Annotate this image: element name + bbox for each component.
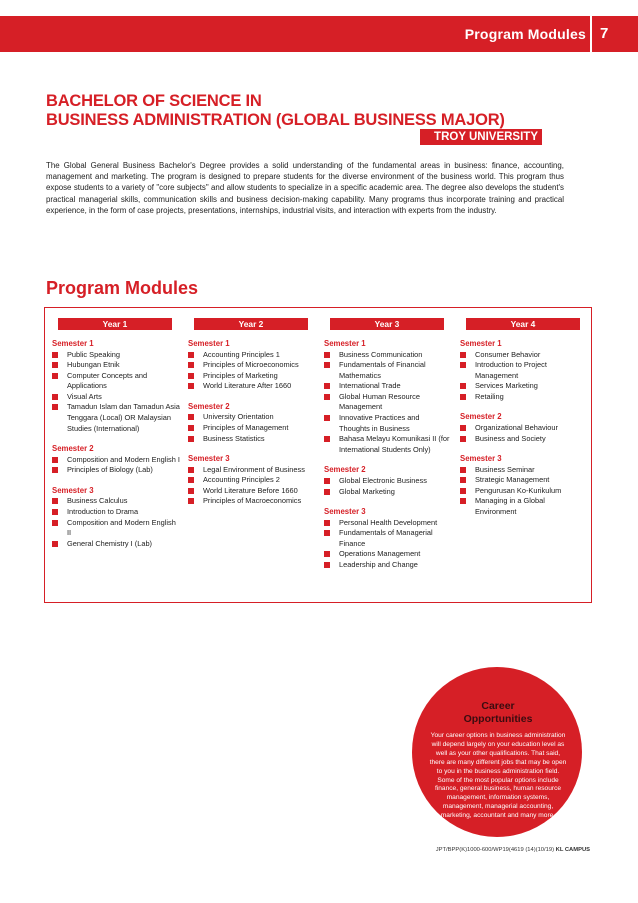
bullet-square-icon (460, 394, 466, 400)
module-item (188, 381, 316, 392)
module-name: Business and Society (475, 433, 546, 443)
module-name: Global Marketing (339, 486, 395, 496)
module-name: Bahasa Melayu Komunikasi II (for International Students Only) (339, 434, 450, 454)
module-name: Introduction to Drama (67, 507, 139, 517)
module-item (460, 475, 588, 486)
module-item (324, 528, 452, 549)
module-name: Operations Management (339, 549, 421, 559)
module-list (324, 476, 452, 497)
module-name: University Orientation (203, 412, 274, 422)
module-name: Business Calculus (67, 496, 128, 506)
year-tab: Year 4 (466, 318, 580, 330)
year-column-3 (324, 318, 452, 571)
module-name: Fundamentals of Managerial Finance (339, 528, 433, 548)
footer-reference (436, 847, 590, 853)
career-text: Your career options in business administration will depend largely on your education level as well as your other qualifications. That said, there are many different jobs that may be open to you in the business administration field. Some of the most popular options include finance, general business, human resource management, information systems, management, managerial accounting, marketing, accountant and many more. (429, 732, 567, 820)
module-list (188, 350, 316, 392)
footer-reference-code: JPT/BPP(K)1000-600/WP19(4619 (14)(10/19) (435, 847, 555, 853)
module-name: General Chemistry I (Lab) (67, 538, 153, 548)
semester-heading: Semester 1 (52, 339, 94, 348)
semester-heading: Semester 2 (52, 444, 94, 454)
year-tab: Year 1 (58, 318, 172, 330)
career-title-line-2: Opportunities (463, 713, 533, 725)
year-column-1 (52, 318, 180, 549)
year-tab: Year 2 (194, 318, 308, 330)
bullet-square-icon (460, 436, 466, 442)
module-name: Principles of Biology (Lab) (67, 465, 153, 475)
bullet-square-icon (324, 415, 330, 421)
module-item (324, 549, 452, 560)
semester-heading: Semester 2 (460, 412, 502, 422)
module-name: Legal Environment of Business (203, 464, 305, 474)
module-list (52, 350, 180, 435)
bullet-square-icon (324, 562, 330, 568)
career-title-line-1: Career (481, 700, 515, 712)
module-name: Consumer Behavior (475, 349, 541, 359)
semester-heading: Semester 1 (324, 339, 366, 348)
module-item (324, 434, 452, 455)
module-item (188, 350, 316, 361)
module-list (460, 350, 588, 403)
program-title (46, 92, 556, 130)
bullet-square-icon (52, 467, 58, 473)
module-name: Managing in a Global Environment (475, 496, 545, 517)
module-item (324, 392, 452, 413)
module-item (52, 507, 180, 518)
bullet-square-icon (460, 467, 466, 473)
module-item (52, 455, 180, 466)
bullet-square-icon (324, 530, 330, 536)
career-title (440, 700, 556, 726)
bullet-square-icon (460, 352, 466, 358)
module-item (52, 350, 180, 361)
module-item (52, 539, 180, 550)
bullet-square-icon (188, 362, 194, 368)
module-item (52, 496, 180, 507)
module-list (460, 465, 588, 518)
module-name: Public Speaking (67, 349, 121, 359)
module-item (52, 402, 180, 434)
bullet-square-icon (324, 489, 330, 495)
module-name: Organizational Behaviour (475, 422, 558, 432)
module-name: Principles of Microeconomics (203, 360, 299, 370)
module-name: Retailing (475, 391, 504, 401)
module-name: Hubungan Etnik (67, 360, 120, 370)
module-name: Accounting Principles 1 (203, 349, 280, 359)
bullet-square-icon (324, 436, 330, 442)
bullet-square-icon (324, 394, 330, 400)
module-item (324, 476, 452, 487)
module-name: Global Human Resource Management (339, 391, 420, 412)
year-column-4 (460, 318, 588, 518)
bullet-square-icon (460, 425, 466, 431)
semester-heading: Semester 3 (324, 507, 366, 517)
modules-section-title: Program Modules (46, 278, 199, 298)
module-item (188, 465, 316, 476)
bullet-square-icon (52, 457, 58, 463)
bullet-square-icon (52, 509, 58, 515)
module-name: World Literature After 1660 (203, 381, 292, 391)
bullet-square-icon (324, 478, 330, 484)
bullet-square-icon (460, 488, 466, 494)
bullet-square-icon (52, 498, 58, 504)
module-name: Pengurusan Ko-Kurikulum (475, 485, 562, 495)
semester-heading: Semester 2 (188, 401, 230, 411)
module-list (188, 412, 316, 444)
module-list (188, 465, 316, 507)
bullet-square-icon (460, 498, 466, 504)
bullet-square-icon (52, 520, 58, 526)
module-item (324, 518, 452, 529)
bullet-square-icon (460, 383, 466, 389)
bullet-square-icon (52, 541, 58, 547)
module-name: Composition and Modern English I (67, 454, 180, 464)
module-item (460, 434, 588, 445)
semester-heading: Semester 2 (324, 465, 366, 475)
module-name: Leadership and Change (339, 560, 418, 569)
module-item (188, 496, 316, 507)
bullet-square-icon (188, 383, 194, 389)
semester-heading: Semester 3 (52, 485, 94, 495)
bullet-square-icon (460, 477, 466, 483)
module-item (460, 496, 588, 517)
module-list (52, 496, 180, 549)
bullet-square-icon (52, 404, 58, 410)
module-name: Business Communication (339, 349, 423, 359)
module-name: Fundamentals of Financial Mathematics (339, 360, 426, 380)
module-list (324, 350, 452, 456)
module-name: Principles of Marketing (203, 370, 278, 380)
bullet-square-icon (52, 373, 58, 379)
module-item (52, 518, 180, 539)
module-name: Business Seminar (475, 464, 535, 474)
module-name: Innovative Practices and Thoughts in Business (339, 413, 420, 433)
module-item (324, 413, 452, 434)
module-name: International Trade (339, 381, 401, 391)
year-column-2 (188, 318, 316, 507)
module-name: Visual Arts (67, 391, 102, 401)
module-name: Personal Health Development (339, 517, 438, 527)
module-item (324, 381, 452, 392)
module-name: Principles of Macroeconomics (203, 496, 302, 506)
bullet-square-icon (188, 352, 194, 358)
module-name: Business Statistics (203, 433, 265, 443)
bullet-square-icon (52, 394, 58, 400)
module-name: Services Marketing (475, 381, 538, 391)
header-title: Program Modules (464, 26, 586, 42)
bullet-square-icon (324, 383, 330, 389)
module-list (52, 455, 180, 476)
semester-heading: Semester 1 (460, 339, 502, 348)
module-item (188, 486, 316, 497)
bullet-square-icon (188, 414, 194, 420)
module-item (460, 465, 588, 476)
module-item (460, 486, 588, 497)
bullet-square-icon (324, 551, 330, 557)
module-name: Computer Concepts and Applications (67, 370, 148, 391)
module-item (324, 560, 452, 571)
module-item (460, 350, 588, 361)
bullet-square-icon (188, 498, 194, 504)
bullet-square-icon (52, 352, 58, 358)
module-item (460, 392, 588, 403)
module-item (324, 487, 452, 498)
footer-campus: KL CAMPUS (555, 847, 590, 853)
module-list (460, 423, 588, 444)
module-item (52, 392, 180, 403)
bullet-square-icon (188, 477, 194, 483)
module-item (324, 360, 452, 381)
module-item (188, 360, 316, 371)
semester-heading: Semester 1 (188, 339, 230, 348)
header-divider (590, 10, 592, 58)
module-item (188, 412, 316, 423)
program-title-line-2: BUSINESS ADMINISTRATION (GLOBAL BUSINESS MAJOR) (46, 111, 505, 129)
module-item (188, 434, 316, 445)
module-name: Strategic Management (475, 475, 550, 485)
module-item (52, 371, 180, 392)
module-item (52, 360, 180, 371)
bullet-square-icon (52, 362, 58, 368)
semester-heading: Semester 3 (188, 454, 230, 464)
module-name: Tamadun Islam dan Tamadun Asia Tenggara (Local) OR Malaysian Studies (International) (67, 402, 180, 433)
module-name: Principles of Management (203, 422, 289, 432)
year-tab: Year 3 (330, 318, 444, 330)
module-name: Introduction to Project Management (475, 360, 547, 380)
module-item (188, 423, 316, 434)
program-title-line-1: BACHELOR OF SCIENCE IN (46, 92, 262, 110)
bullet-square-icon (324, 362, 330, 368)
university-label: TROY UNIVERSITY (434, 131, 538, 143)
module-list (324, 518, 452, 571)
module-item (52, 465, 180, 476)
program-description: The Global General Business Bachelor's Degree provides a solid understanding of the fundamental areas in business: finance, accounting, management and marketing. The program is designed to prepare students for the diverse environment of the business world. This program thus expose students to a variety of "core subjects" and allow students to specialize in a specific academic area. The degree also develops the student's practical managerial skills, communication skills and business decision-making capability. Many programs thus incorporate training and practical experience, in the form of case projects, presentations, internships, industrial visits, and interaction with experts from the industry. (46, 161, 564, 215)
module-item (324, 350, 452, 361)
module-name: Accounting Principles 2 (203, 475, 280, 485)
module-item (460, 360, 588, 381)
bullet-square-icon (188, 488, 194, 494)
module-item (460, 381, 588, 392)
bullet-square-icon (460, 362, 466, 368)
page-number: 7 (600, 25, 609, 42)
module-item (188, 371, 316, 382)
bullet-square-icon (188, 373, 194, 379)
bullet-square-icon (188, 436, 194, 442)
module-item (188, 475, 316, 486)
module-name: Composition and Modern English II (67, 517, 176, 538)
module-item (460, 423, 588, 434)
bullet-square-icon (188, 425, 194, 431)
bullet-square-icon (324, 520, 330, 526)
module-name: World Literature Before 1660 (203, 485, 298, 495)
module-name: Global Electronic Business (339, 475, 427, 485)
semester-heading: Semester 3 (460, 454, 502, 464)
bullet-square-icon (188, 467, 194, 473)
bullet-square-icon (324, 352, 330, 358)
